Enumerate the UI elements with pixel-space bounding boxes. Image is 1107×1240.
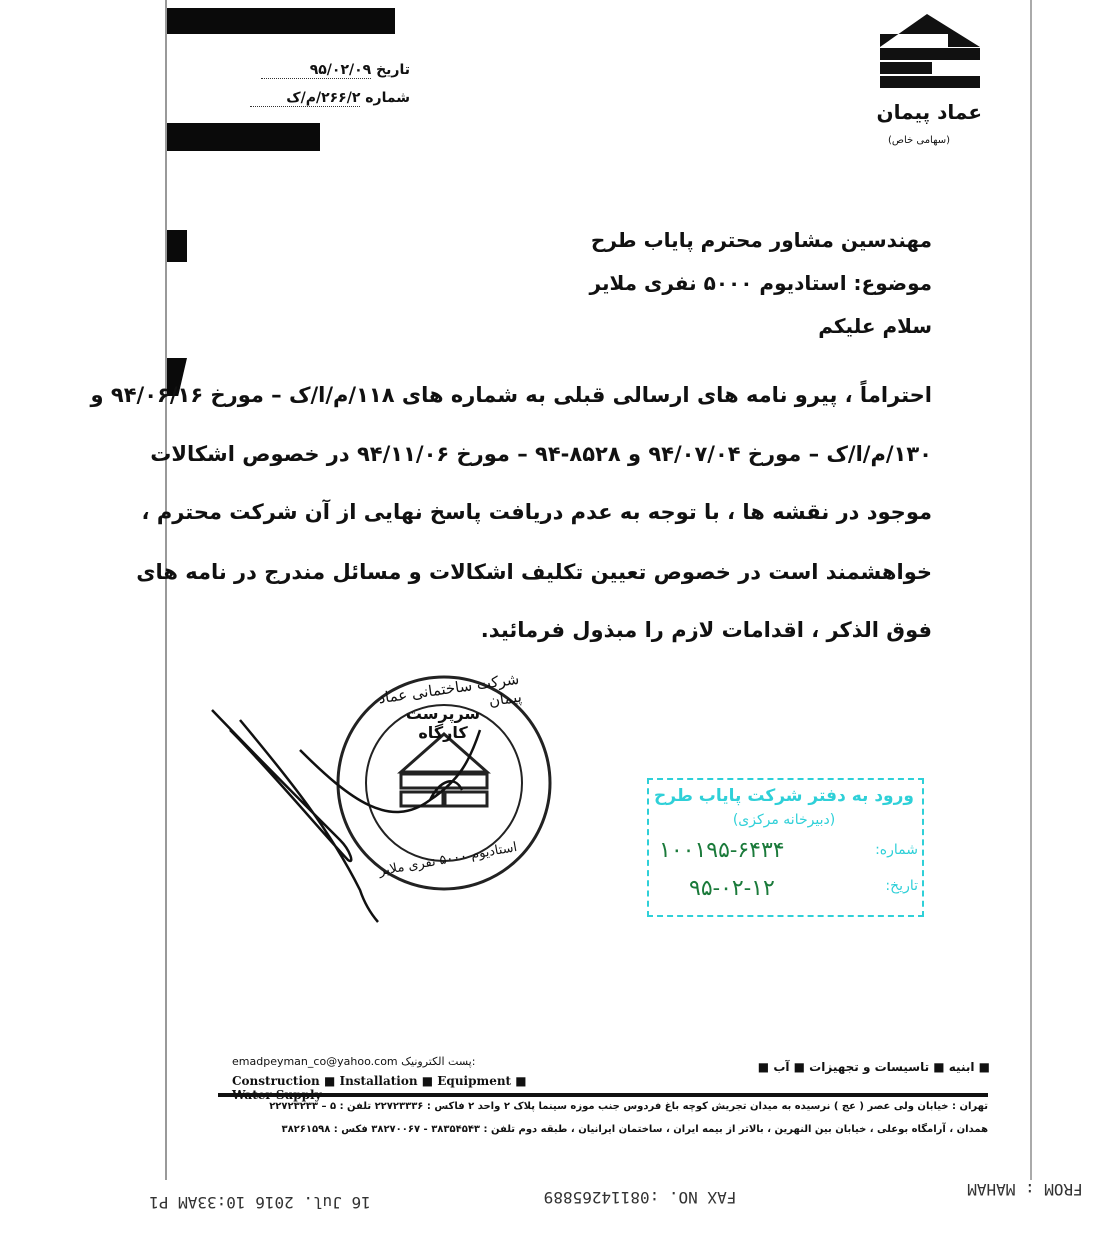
company-logo-icon bbox=[872, 12, 982, 98]
fax-line-middle: FAX NO. :08114265889 bbox=[543, 1188, 737, 1207]
left-scan-edge bbox=[165, 0, 167, 1180]
footer-email-label: پست الکترونیک: bbox=[401, 1055, 476, 1068]
seal-center-text: سرپرست کارگاه bbox=[405, 704, 481, 742]
receipt-date-label: تاریخ: bbox=[885, 878, 918, 894]
redaction-bar-mid bbox=[165, 123, 320, 151]
body-line-1: احتراماً ، پیرو نامه های ارسالی قبلی به شماره های ۱۱۸/م/ا/ک – مورخ ۹۴/۰۶/۱۶ و bbox=[90, 383, 932, 407]
footer-email-row bbox=[232, 1055, 492, 1068]
company-subtitle: (سهامی خاص) bbox=[887, 135, 950, 146]
footer-services-en: Construction ■ Installation ■ Equipment ■ bbox=[232, 1074, 527, 1088]
right-scan-edge bbox=[1030, 0, 1032, 1180]
footer-divider bbox=[218, 1093, 988, 1097]
number-label: شماره bbox=[365, 90, 410, 106]
signature-icon bbox=[200, 690, 510, 930]
fax-line-right: FROM : MAHAM bbox=[967, 1180, 1083, 1199]
body-line-5: فوق الذکر ، اقدامات لازم را مبذول فرمائید. bbox=[480, 618, 932, 642]
receipt-stamp bbox=[647, 778, 924, 917]
body-line-2: ۱۳۰/م/ا/ک – مورخ ۹۴/۰۷/۰۴ و ۸۵۲۸-۹۴ – مورخ ۹۴/۱۱/۰۶ در خصوص اشکالات bbox=[150, 442, 932, 466]
date-row bbox=[200, 62, 410, 79]
receipt-number-value: ۱۰۰۱۹۵-۶۴۳۴ bbox=[659, 838, 785, 863]
receipt-stamp-title: ورود به دفتر شرکت پایاب طرح bbox=[654, 786, 914, 806]
footer-email: emadpeyman_co@yahoo.com bbox=[232, 1055, 398, 1068]
redaction-bar-top bbox=[165, 8, 395, 34]
company-name: عماد پیمان bbox=[876, 100, 982, 124]
receipt-stamp-subtitle: (دبیرخانه مرکزی) bbox=[732, 812, 836, 828]
footer-services-fa: ■ ابنیه ■ تاسیسات و تجهیزات ■ آب ■ bbox=[757, 1060, 990, 1074]
seal-ring-text: شرکت ساختمانی عماد پیمان bbox=[377, 669, 523, 710]
footer-address-tehran: تهران : خیابان ولی عصر ( عج ) نرسیده به میدان تجریش کوچه باغ فردوس جنب موزه سینما پلاک ۲ واحد ۲ فاکس : ۲۲۷۲۳۳۳۶ تلفن : ۵ – ۲۲۷۲۳۲۳۳ bbox=[269, 1101, 988, 1112]
receipt-number-label: شماره: bbox=[875, 842, 918, 858]
fax-line-left: 16 Jul. 2016 10:33AM P1 bbox=[149, 1193, 371, 1212]
body-line-3: موجود در نقشه ها ، با توجه به عدم دریافت پاسخ نهایی از آن شرکت محترم ، bbox=[141, 500, 932, 524]
seal-bottom-text: استادیوم ۵۰۰۰ نفری ملایر bbox=[377, 839, 519, 880]
footer-address-hamedan: همدان ، آرامگاه بوعلی ، خیابان بین النهرین ، بالاتر از بیمه ایران ، ساختمان ایرانیان ، طبقه دوم تلفن : ۳۸۳۵۴۵۴۳ - ۳۸۲۷۰۰۶۷ فکس : ۳۸۲۶۱۵۹۸ bbox=[281, 1124, 988, 1135]
body-line-4: خواهشمند است در خصوص تعیین تکلیف اشکالات و مسائل مندرج در نامه های bbox=[136, 560, 932, 584]
number-row bbox=[200, 90, 410, 107]
greeting: سلام علیکم bbox=[818, 314, 932, 338]
number-value: ۲۶۶/۲/م/ک bbox=[250, 90, 360, 107]
date-label: تاریخ bbox=[376, 62, 410, 78]
recipient: مهندسین مشاور محترم پایاب طرح bbox=[590, 228, 932, 252]
receipt-date-value: ۹۵-۰۲-۱۲ bbox=[689, 876, 775, 901]
date-value: ۹۵/۰۲/۰۹ bbox=[261, 62, 371, 79]
subject: موضوع: استادیوم ۵۰۰۰ نفری ملایر bbox=[589, 271, 932, 295]
redaction-bar-small bbox=[165, 230, 187, 262]
